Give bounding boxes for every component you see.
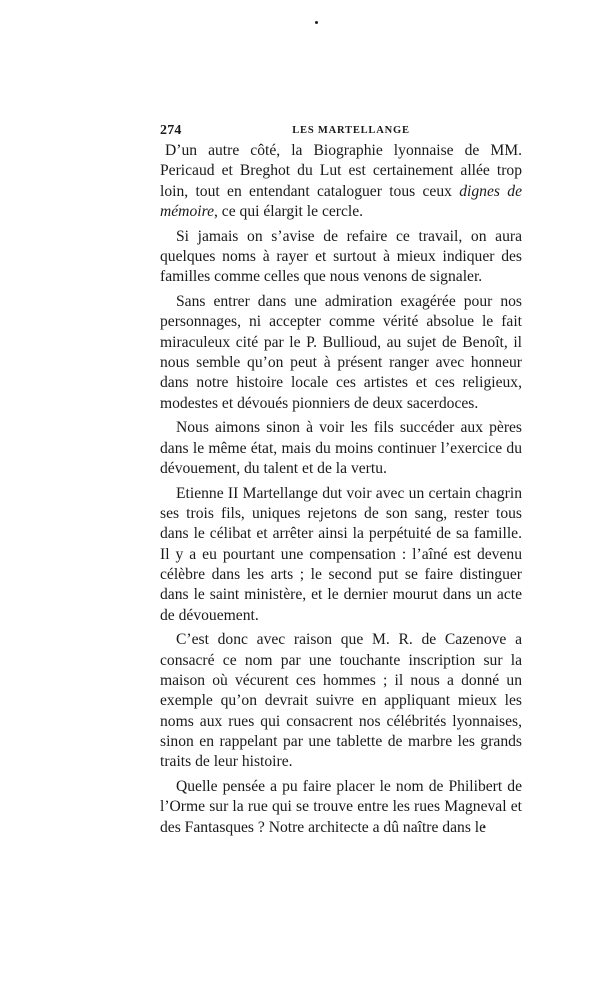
paragraph-3: Sans entrer dans une admiration exagérée pour nos personnages, ni accepter comme vérité absolue le fait miraculeux cité par le P. Bullioud, au sujet de Benoît, il nous semble qu’on peut à présent ranger avec honneur dans notre histoire locale ces artistes et ces religieux, modestes et dévoués pionniers de deux sacerdoces. (160, 293, 522, 412)
paragraph-1-text-start: D’un autre côté, la Biographie lyonnaise de MM. Pericaud et Breghot du Lut est certainement allée trop loin, tout en entendant cataloguer tous ceux (160, 142, 522, 200)
body-text (160, 141, 522, 838)
paragraph-1-italic: dignes de mémoire (160, 182, 522, 220)
ink-speck-top (315, 21, 318, 24)
paragraph-6: C’est donc avec raison que M. R. de Cazenove a consacré ce nom par une touchante inscription sur la maison où vécurent ces hommes ; il nous a donné un exemple qu’on devrait suivre en appliquant mieux les noms aux rues qui consacrent nos célébrités lyonnaises, sinon en rappelant par une tablette de marbre les grands traits de leur histoire. (160, 631, 522, 771)
paragraph-5: Etienne II Martellange dut voir avec un certain chagrin ses trois fils, uniques rejetons de son sang, rester tous dans le célibat et arrêter ainsi la perpétuité de sa famille. Il y a eu pourtant une compensation : l’aîné est devenu célèbre dans les arts ; le second put se faire distinguer dans le saint ministère, et le dernier mourut dans un acte de dévouement. (160, 484, 522, 624)
paragraph-1-text-end: , ce qui élargit le cercle. (213, 202, 364, 220)
paragraph-2: Si jamais on s’avise de refaire ce travail, on aura quelques noms à rayer et surtout à mieux indiquer des familles comme celles que nous venons de signaler. (160, 227, 522, 286)
page-number: 274 (160, 123, 182, 138)
paragraph-7: Quelle pensée a pu faire placer le nom de Philibert de l’Orme sur la rue qui se trouve entre les rues Magneval et des Fantasques ? Notre architecte a dû naître dans le (160, 777, 522, 836)
paragraph-1 (160, 141, 522, 222)
paragraph-4: Nous aimons sinon à voir les fils succéder aux pères dans le même état, mais du moins continuer l’exercice du dévouement, du talent et de la vertu. (160, 419, 522, 477)
page-header (160, 123, 522, 141)
running-title: LES MARTELLANGE (292, 125, 410, 136)
